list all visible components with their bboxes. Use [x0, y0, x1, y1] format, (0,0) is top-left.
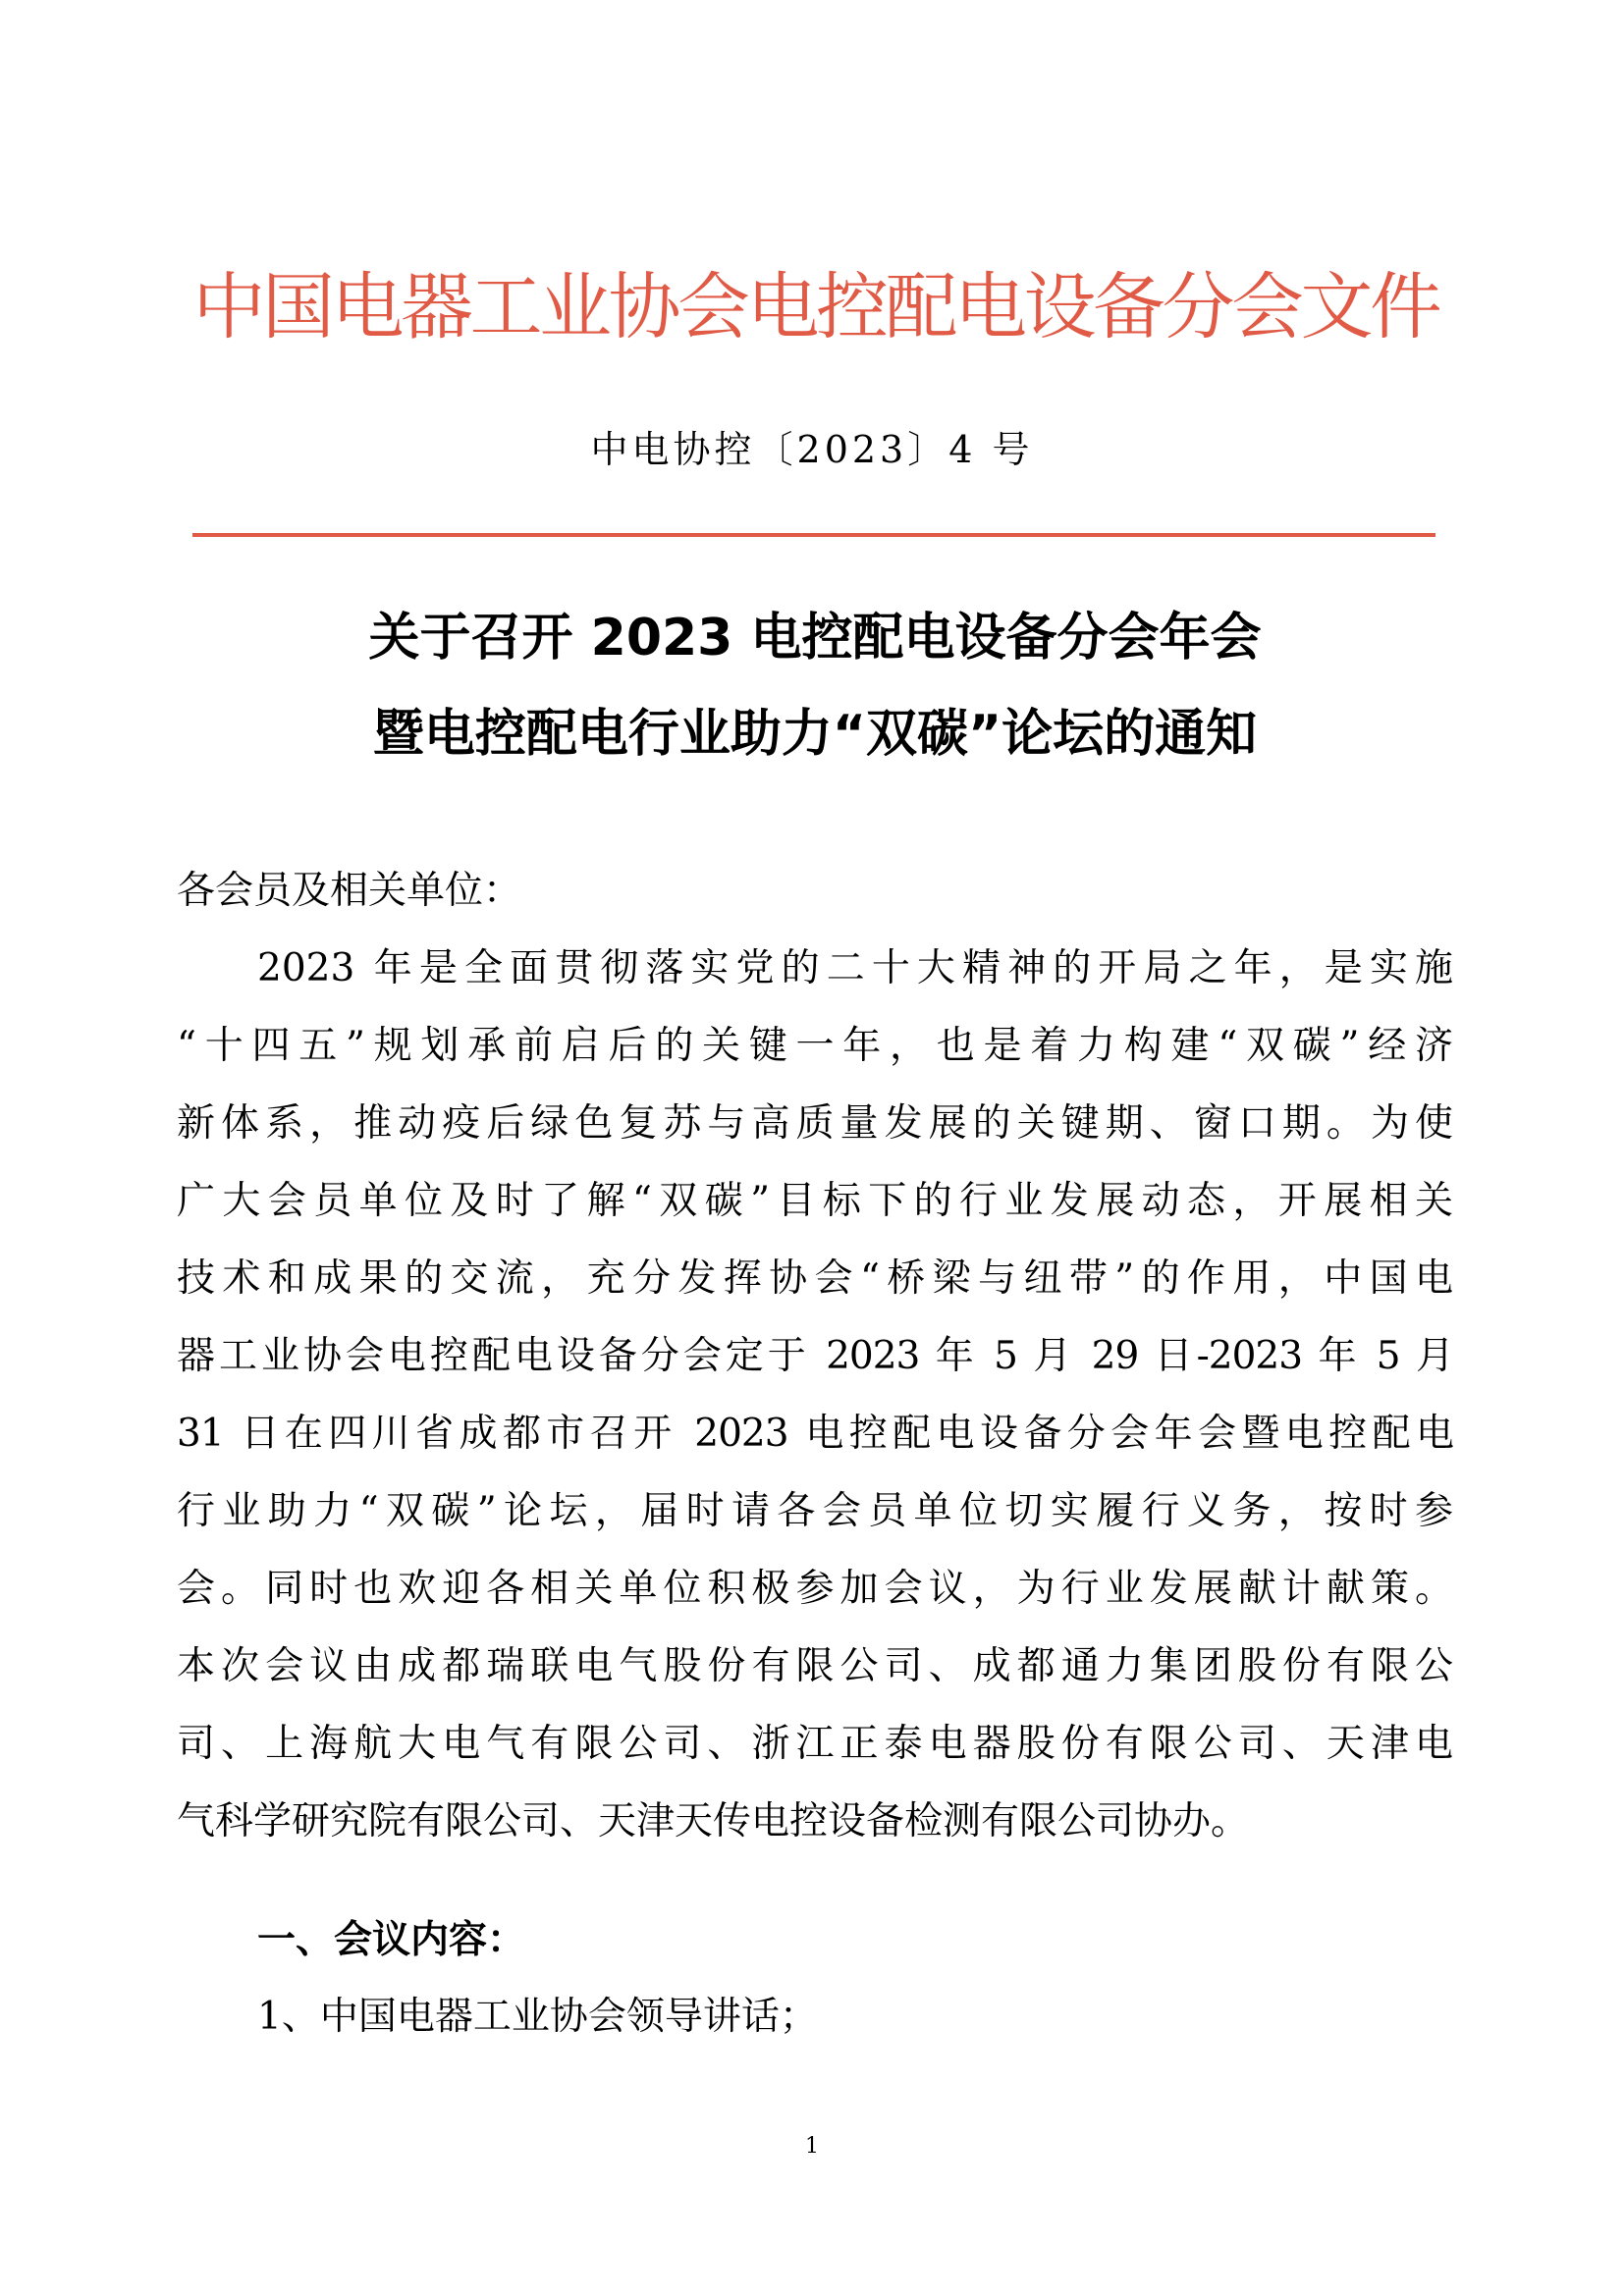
red-divider — [192, 533, 1435, 537]
body-line: 行业助力“双碳”论坛，届时请各会员单位切实履行义务，按时参 — [177, 1489, 1453, 1533]
body-line: 技术和成果的交流，充分发挥协会“桥梁与纽带”的作用，中国电 — [177, 1256, 1453, 1301]
section-heading: 一、会议内容： — [257, 1918, 526, 1962]
notice-title-line-1: 关于召开 2023 电控配电设备分会年会 — [368, 609, 1262, 667]
document-number: 中电协控〔2023〕4 号 — [590, 428, 1034, 471]
body-line: 司、上海航大电气有限公司、浙江正泰电器股份有限公司、天津电 — [177, 1722, 1453, 1766]
section-item: 1、中国电器工业协会领导讲话； — [257, 1995, 818, 2039]
body-line: 新体系，推动疫后绿色复苏与高质量发展的关键期、窗口期。为使 — [177, 1101, 1453, 1146]
body-line: 广大会员单位及时了解“双碳”目标下的行业发展动态，开展相关 — [177, 1179, 1453, 1223]
body-line: “十四五”规划承前启后的关键一年，也是着力构建“双碳”经济 — [177, 1024, 1453, 1068]
notice-title-line-2: 暨电控配电行业助力“双碳”论坛的通知 — [372, 705, 1258, 764]
body-line: 会。同时也欢迎各相关单位积极参加会议，为行业发展献计献策。 — [177, 1567, 1453, 1611]
body-line: 气科学研究院有限公司、天津天传电控设备检测有限公司协办。 — [177, 1799, 1250, 1843]
body-line: 2023 年是全面贯彻落实党的二十大精神的开局之年，是实施 — [257, 946, 1453, 990]
page-number: 1 — [805, 2134, 819, 2159]
body-line: 本次会议由成都瑞联电气股份有限公司、成都通力集团股份有限公 — [177, 1644, 1453, 1688]
body-line: 器工业协会电控配电设备分会定于 2023 年 5 月 29 日-2023 年 5 月 — [177, 1334, 1453, 1378]
issuer-title: 中国电器工业协会电控配电设备分会文件 — [192, 265, 1439, 349]
salutation: 各会员及相关单位： — [177, 869, 522, 913]
body-line: 31 日在四川省成都市召开 2023 电控配电设备分会年会暨电控配电 — [177, 1412, 1453, 1456]
